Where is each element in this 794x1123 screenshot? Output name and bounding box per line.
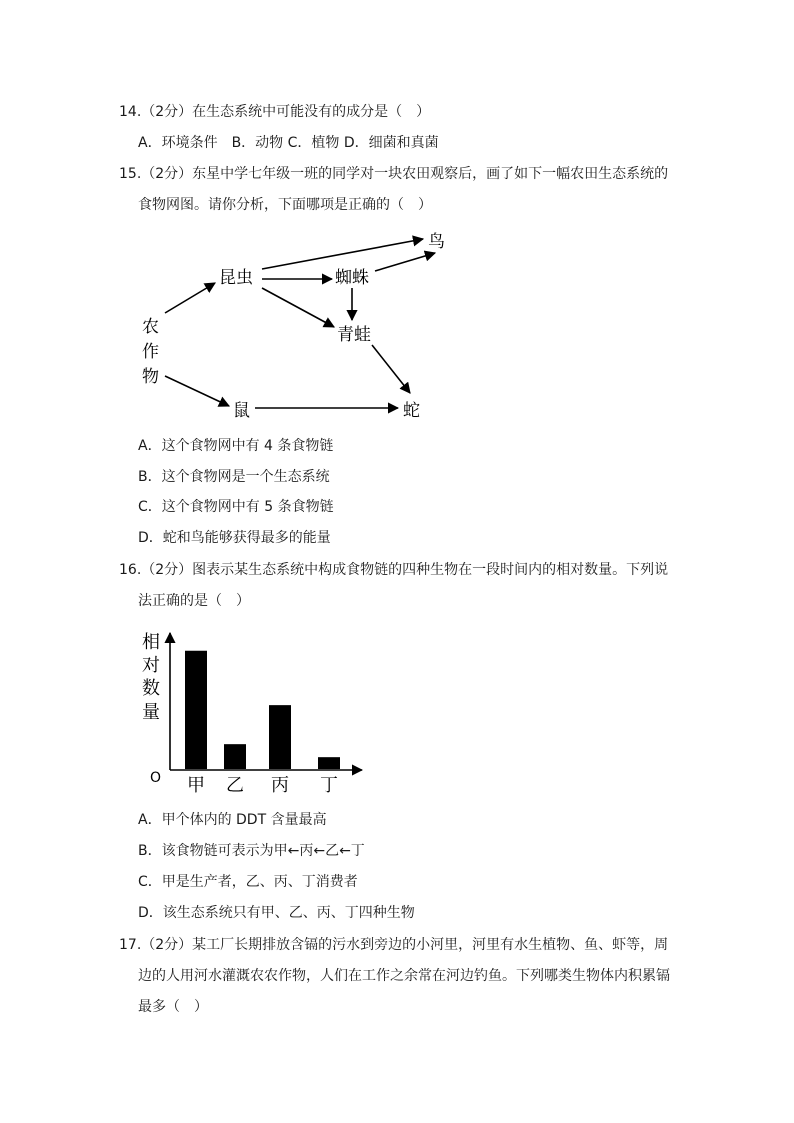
origin-label: O [150,770,162,786]
y-axis-label [142,632,160,723]
q16-stem-line2: 法正确的是（ ） [138,593,250,609]
q17-stem-line3: 最多（ ） [138,999,208,1015]
q16-stem-line1: 16.（2分）图表示某生态系统中构成食物链的四种生物在一段时间内的相对数量。下列说 [119,562,669,578]
svg-text:对: 对 [142,655,160,676]
svg-text:相: 相 [142,632,160,653]
label-spider: 蜘蛛 [335,268,369,288]
q14-options: A．环境条件 B．动物 C．植物 D．细菌和真菌 [138,135,439,151]
svg-text:数: 数 [142,678,160,699]
x-tick-label-4: 丁 [320,775,338,796]
q15-option-b: B．这个食物网是一个生态系统 [138,469,330,485]
q15-option-c: C．这个食物网中有 5 条食物链 [138,499,334,515]
q15-option-a: A．这个食物网中有 4 条食物链 [138,438,334,454]
svg-text:量: 量 [142,702,160,723]
q15-option-d: D．蛇和鸟能够获得最多的能量 [138,530,331,546]
bar-1 [185,651,207,769]
q17-stem-line1: 17.（2分）某工厂长期排放含镉的污水到旁边的小河里，河里有水生植物、鱼、虾等，周 [119,937,669,953]
svg-text:农: 农 [142,317,159,337]
x-tick-label-1: 甲 [187,775,205,796]
bar-3 [269,705,291,769]
label-mouse: 鼠 [233,401,250,421]
q16-option-c: C．甲是生产者，乙、丙、丁消费者 [138,874,358,890]
q16-option-b: B．该食物链可表示为甲←丙←乙←丁 [138,843,365,859]
q17-stem-line2: 边的人用河水灌溉农农作物，人们在工作之余常在河边钓鱼。下列哪类生物体内积累镉 [138,968,670,984]
svg-text:物: 物 [142,367,159,387]
label-snake: 蛇 [403,401,420,421]
svg-text:作: 作 [142,342,159,362]
q15-stem-line2: 食物网图。请你分析，下面哪项是正确的（ ） [138,197,432,213]
q16-option-a: A．甲个体内的 DDT 含量最高 [138,812,327,828]
label-frog: 青蛙 [337,325,371,345]
q15-stem-line1: 15.（2分）东星中学七年级一班的同学对一块农田观察后，画了如下一幅农田生态系统的 [119,166,669,182]
q14-stem: 14.（2分）在生态系统中可能没有的成分是（ ） [119,104,431,120]
x-tick-label-3: 丙 [271,775,289,796]
label-insect: 昆虫 [219,268,253,288]
x-tick-label-2: 乙 [226,775,244,796]
q16-option-d: D．该生态系统只有甲、乙、丙、丁四种生物 [138,905,415,921]
label-bird: 鸟 [428,232,445,252]
bar-4 [318,757,340,769]
bar-2 [224,744,246,769]
